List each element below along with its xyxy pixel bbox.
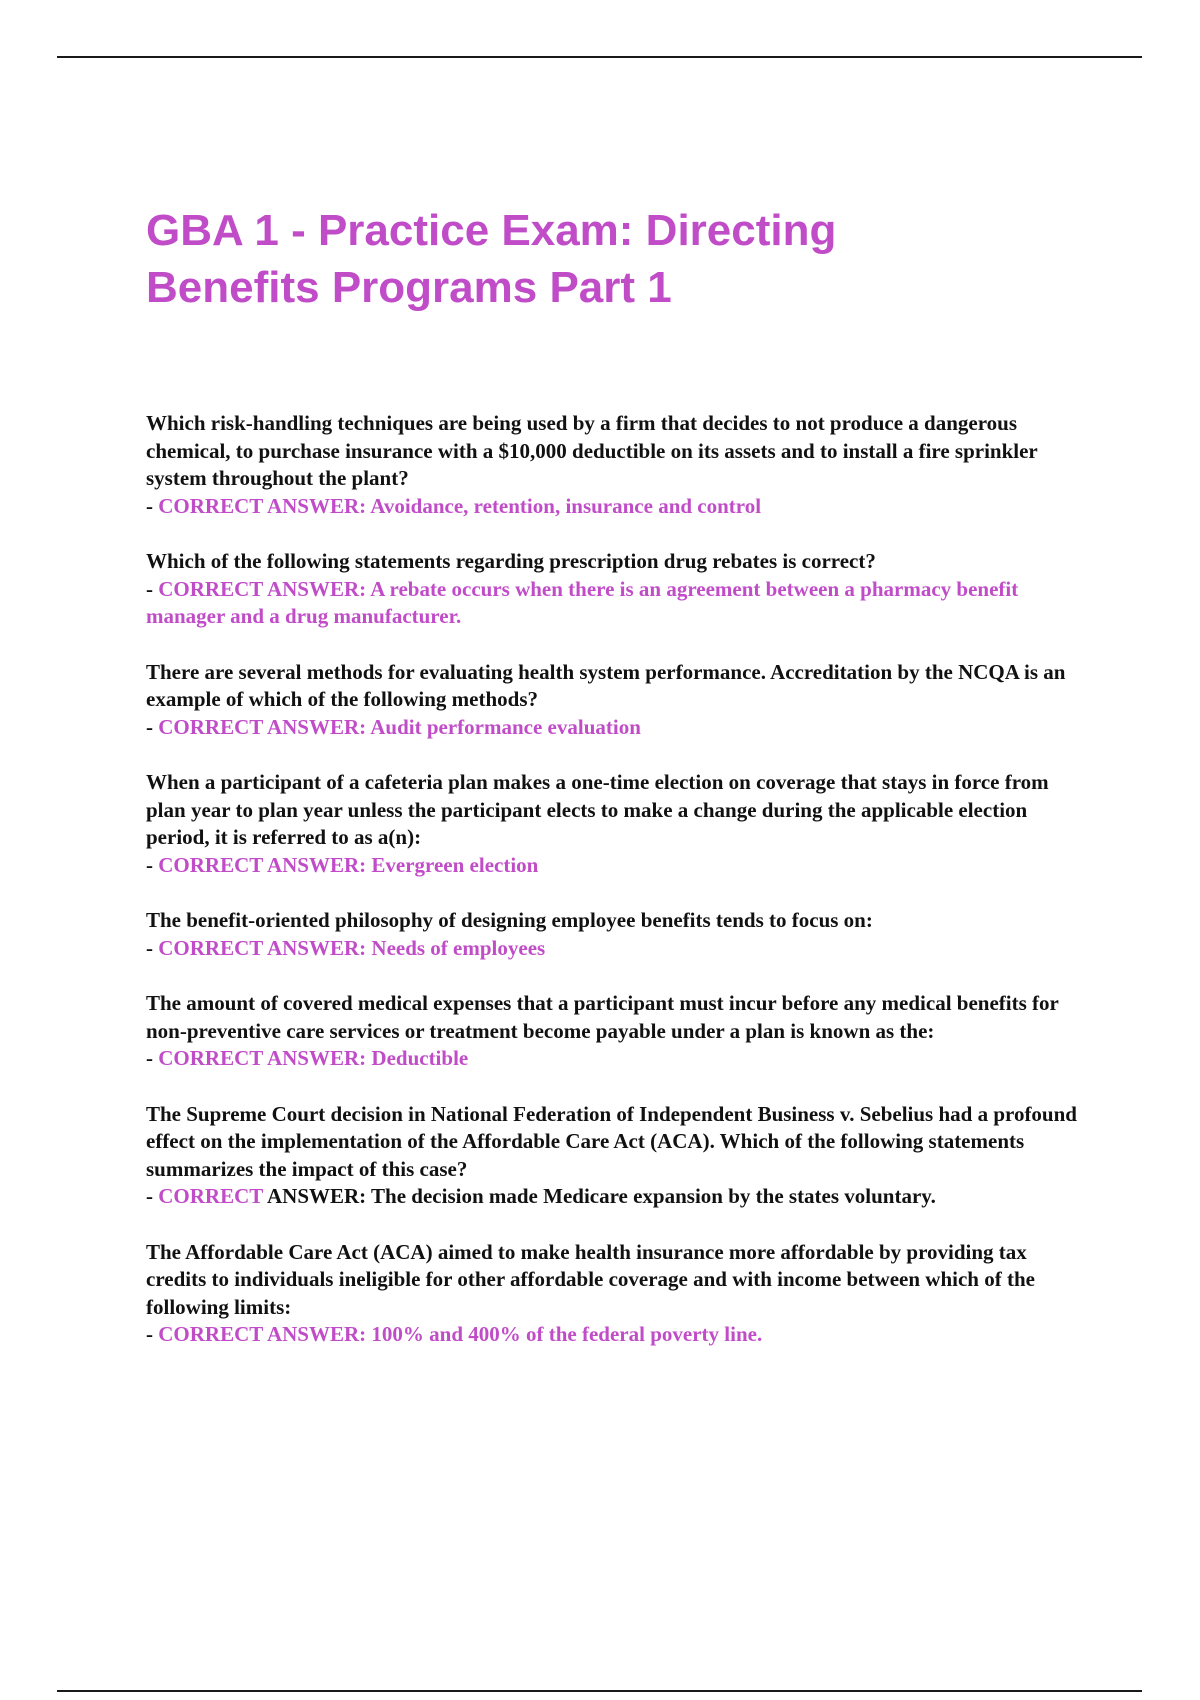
qa-item (146, 659, 1086, 742)
question-text: Which risk-handling techniques are being used by a firm that decides to not produce a dangerous chemical, to purchase insurance with a $10,000 deductible on its assets and to install a fire sprinkler system throughout the plant? (146, 411, 1038, 490)
answer-text: CORRECT ANSWER: Audit performance evaluation (158, 714, 641, 739)
answer-line (146, 493, 1086, 521)
answer-line (146, 852, 1086, 880)
top-rule (57, 56, 1142, 58)
qa-item (146, 410, 1086, 520)
answer-dash: - (146, 1046, 159, 1070)
question-text: When a participant of a cafeteria plan makes a one-time election on coverage that stays in force from plan year to plan year unless the participant elects to make a change during the applicable election period, it is referred to as a(n): (146, 770, 1049, 849)
question-text: The benefit-oriented philosophy of designing employee benefits tends to focus on: (146, 908, 873, 932)
document-title (146, 202, 906, 316)
question-text: There are several methods for evaluating health system performance. Accreditation by the NCQA is an example of which of the following methods? (146, 659, 1066, 711)
question-text: The Affordable Care Act (ACA) aimed to make health insurance more affordable by providing tax credits to individuals ineligible for other affordable coverage and with income between which of the following limits: (146, 1239, 1035, 1319)
qa-item (146, 548, 1086, 631)
answer-dash: - (146, 1322, 159, 1346)
answer-dash: - (146, 852, 159, 877)
qa-item (146, 990, 1086, 1073)
answer-line (146, 1321, 1086, 1349)
title-line-1: GBA 1 - Practice Exam: Directing (146, 206, 837, 255)
answer-dash: - (146, 714, 159, 739)
answer-dash: - (146, 576, 159, 601)
bottom-rule (57, 1690, 1142, 1692)
answer-text: CORRECT ANSWER: 100% and 400% of the federal poverty line. (158, 1322, 763, 1346)
title-line-2: Benefits Programs Part 1 (146, 263, 672, 312)
answer-line (146, 576, 1086, 631)
answer-line (146, 1183, 1086, 1211)
answer-text: CORRECT ANSWER: Avoidance, retention, insurance and control (158, 493, 762, 518)
answer-text: CORRECT ANSWER: A rebate occurs when there is an agreement between a pharmacy benefit manager and a drug manufacturer. (146, 576, 1019, 628)
answer-line (146, 935, 1086, 963)
qa-item (146, 1239, 1086, 1349)
qa-list (146, 410, 1086, 1349)
question-text: The Supreme Court decision in National Federation of Independent Business v. Sebelius had a profound effect on the implementation of the Affordable Care Act (ACA). Which of the following statements summarizes the impact of this case? (146, 1101, 1077, 1181)
answer-text: CORRECT ANSWER: Deductible (158, 1046, 469, 1070)
answer-text: CORRECT ANSWER: Evergreen election (158, 852, 539, 877)
answer-text: CORRECT ANSWER: Needs of employees (158, 935, 546, 960)
question-text: The amount of covered medical expenses that a participant must incur before any medical benefits for non-preventive care services or treatment become payable under a plan is known as the: (146, 991, 1059, 1043)
answer-dash: - (146, 493, 159, 518)
document-body (146, 202, 1086, 1377)
answer-line (146, 1045, 1086, 1073)
qa-item (146, 1101, 1086, 1211)
answer-text: ANSWER: The decision made Medicare expansion by the states voluntary. (262, 1184, 936, 1208)
answer-dash: - (146, 1184, 159, 1208)
answer-line (146, 714, 1086, 742)
answer-label-colored: CORRECT (158, 1184, 263, 1208)
qa-item (146, 769, 1086, 879)
question-text: Which of the following statements regarding prescription drug rebates is correct? (146, 549, 876, 573)
qa-item (146, 907, 1086, 962)
answer-dash: - (146, 935, 159, 960)
